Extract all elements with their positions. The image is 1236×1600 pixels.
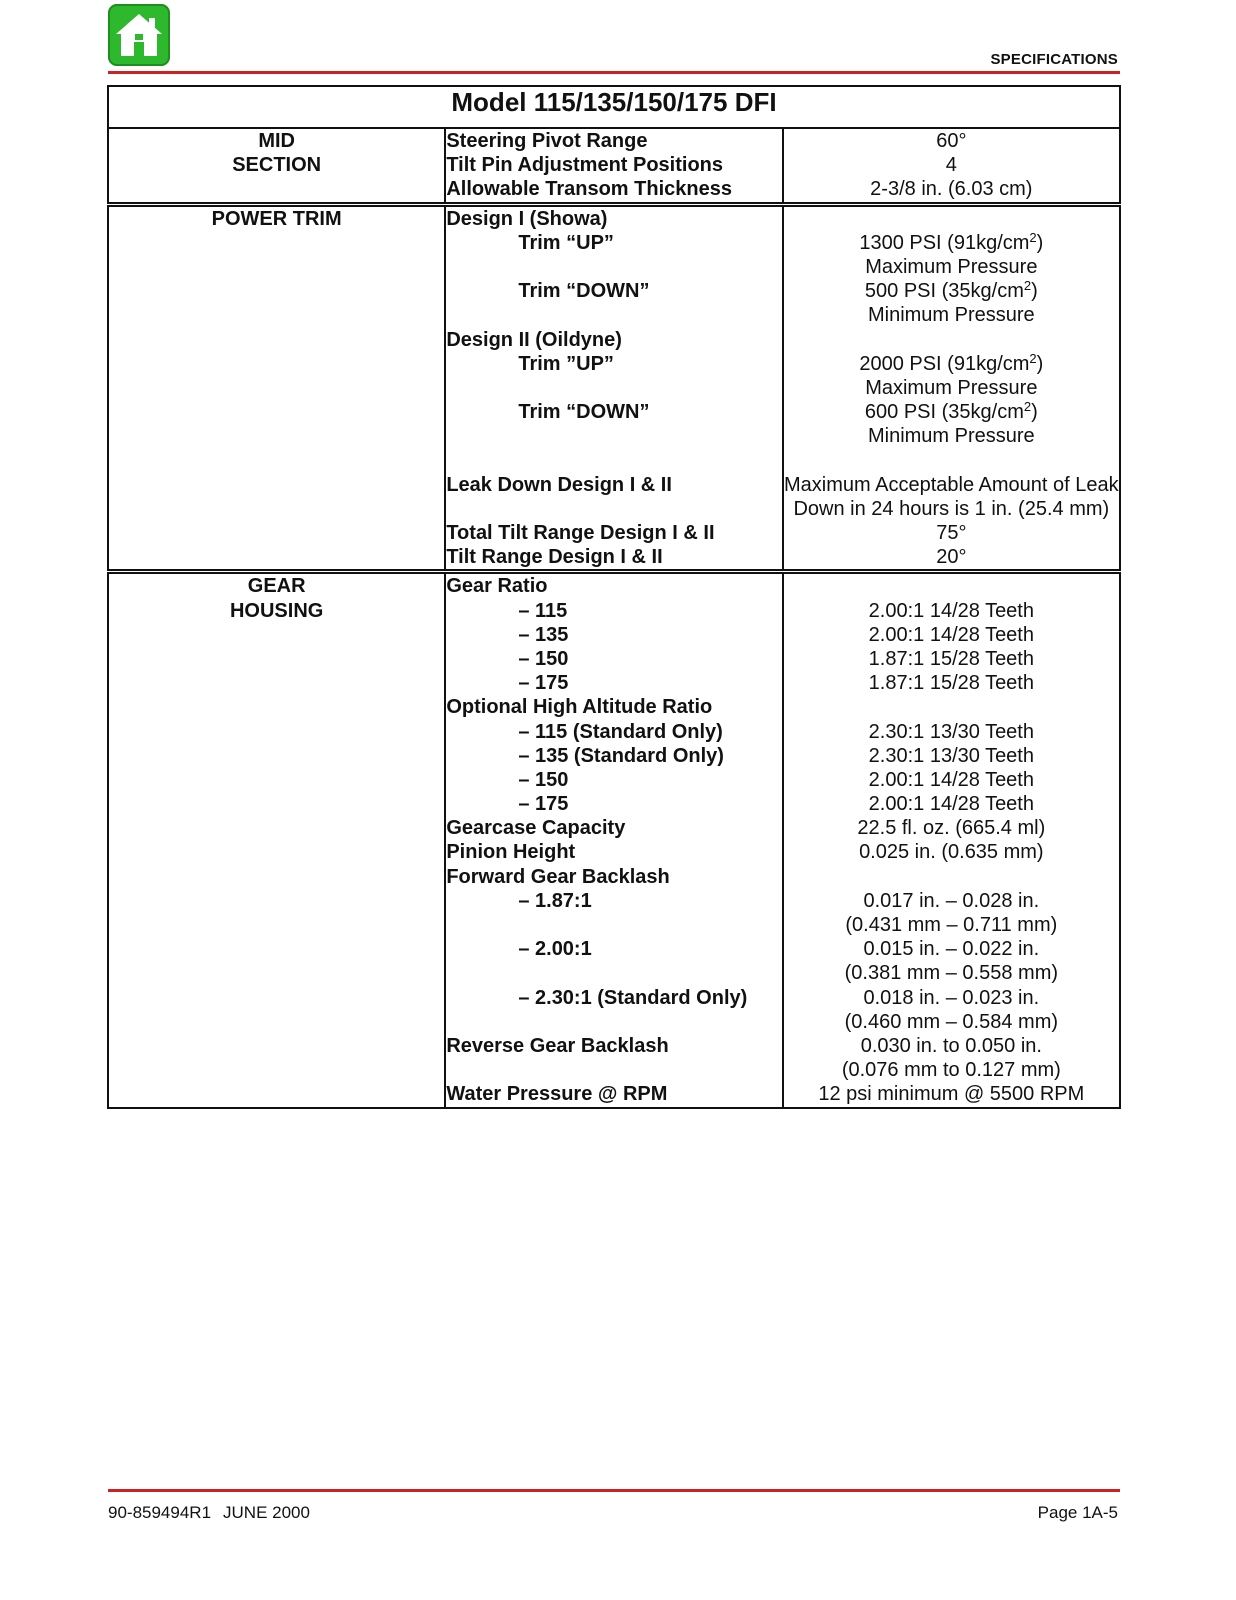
spec-value: 500 PSI $(35kg/cm^2)$ [864,278,1038,303]
category-label: SECTION [232,154,322,177]
spec-label: – 175 [518,672,569,695]
spec-label: Tilt Pin Adjustment Positions [446,154,724,177]
spec-value: 4 [945,154,957,177]
spec-value: 0.017 in. – 0.028 in. [863,889,1040,912]
spec-label: – 135 (Standard Only) [518,744,724,767]
spec-value: 0.015 in. – 0.022 in. [863,938,1040,961]
spec-label: – 2.30:1 (Standard Only) [518,986,748,1009]
spec-value: Maximum Pressure [865,255,1038,278]
spec-label: Forward Gear Backlash [446,865,670,888]
spec-value: 600 PSI $(35kg/cm^2)$ [864,399,1038,424]
spec-value: 2.00:1 14/28 Teeth [868,793,1034,816]
spec-value: (0.460 mm – 0.584 mm) [844,1010,1059,1033]
spec-label: Gear Ratio [446,575,548,598]
spec-value: 2.00:1 14/28 Teeth [868,768,1034,791]
spec-value: Maximum Pressure [865,376,1038,399]
spec-label: Trim “DOWN” [518,401,650,424]
spec-label: Total Tilt Range Design I & II [446,522,715,544]
doc-number: 90-859494R1 [108,1503,212,1522]
gear-items [445,572,782,1108]
category-label: GEAR [247,575,306,598]
spec-label: Optional High Altitude Ratio [446,696,713,719]
spec-value: (0.381 mm – 0.558 mm) [844,962,1059,985]
spec-value: 0.018 in. – 0.023 in. [863,986,1040,1009]
table-row [108,204,1120,572]
mid-section-cell [108,128,445,204]
spec-value: 2.30:1 13/30 Teeth [868,720,1034,743]
page-number: Page 1A-5 [1037,1503,1118,1522]
spec-value: Down in 24 hours is 1 in. (25.4 mm) [793,497,1110,520]
spec-value: (0.076 mm to 0.127 mm) [841,1059,1061,1082]
spec-value: Minimum Pressure [867,304,1035,327]
power-trim-cell [108,204,445,572]
spec-value: 2-3/8 in. (6.03 cm) [870,178,1033,201]
spec-label: – 115 [518,599,568,622]
trim-items [445,204,782,572]
spec-value: 22.5 fl. oz. (665.4 ml) [857,817,1046,840]
spec-label: Trim ”UP” [518,352,614,375]
spec-value: Minimum Pressure [867,425,1035,448]
spec-value: 1300 PSI $(91kg/cm^2)$ [859,229,1044,254]
spec-value: 2.00:1 14/28 Teeth [868,623,1034,646]
category-label: POWER TRIM [211,207,342,230]
spec-label: Design I (Showa) [446,207,608,230]
spec-label: Trim “UP” [518,231,614,254]
spec-value: (0.431 mm – 0.711 mm) [845,914,1058,936]
category-label: HOUSING [229,599,324,622]
spec-value: Maximum Acceptable Amount of Leak [784,473,1119,496]
spec-value: 2.30:1 13/30 Teeth [868,744,1034,767]
spec-value: 20° [936,546,967,569]
gear-values [783,572,1120,1108]
spec-label: – 2.00:1 [518,938,592,961]
spec-label: Reverse Gear Backlash [446,1034,669,1057]
footer-doc-info [108,1503,310,1523]
spec-label: Gearcase Capacity [446,817,626,840]
spec-label: – 115 (Standard Only) [518,720,723,743]
spec-value: 1.87:1 15/28 Teeth [868,647,1034,670]
spec-label: Trim “DOWN” [518,280,650,303]
doc-date: JUNE 2000 [223,1503,310,1522]
spec-value: 0.025 in. (0.635 mm) [859,841,1044,864]
table-row [108,128,1120,204]
spec-value: 12 psi minimum @ 5500 RPM [818,1083,1085,1106]
footer-rule [108,1489,1120,1492]
gear-housing-cell [108,572,445,1108]
spec-label: – 135 [518,623,569,646]
spec-label: Design II (Oildyne) [446,328,622,351]
spec-label: Leak Down Design I & II [446,473,672,496]
spec-label: – 150 [518,768,569,791]
spec-value: 75° [936,522,967,544]
spec-label: – 1.87:1 [518,889,592,912]
spec-value: 1.87:1 15/28 Teeth [868,672,1034,695]
table-title: Model 115/135/150/175 DFI [108,86,1120,128]
mid-values [783,128,1120,204]
spec-value: 0.030 in. to 0.050 in. [860,1034,1042,1057]
header-rule [108,71,1120,74]
spec-table [107,85,1121,1109]
spec-label: Water Pressure @ RPM [446,1083,668,1106]
spec-value: 2.00:1 14/28 Teeth [868,599,1034,622]
spec-value: 60° [936,130,967,152]
spec-label: – 175 [518,793,569,816]
home-icon [112,8,166,62]
category-label: MID [258,130,295,152]
spec-label: Allowable Transom Thickness [446,178,732,201]
trim-values [783,204,1120,572]
mid-items [445,128,782,204]
spec-label: Tilt Range Design I & II [446,546,663,569]
table-row [108,572,1120,1108]
home-button[interactable] [108,4,170,66]
spec-label: – 150 [518,647,569,670]
section-title: SPECIFICATIONS [990,51,1118,68]
spec-value: 2000 PSI $(91kg/cm^2)$ [859,350,1044,375]
spec-label: Pinion Height [446,841,576,864]
spec-label: Steering Pivot Range [446,130,648,152]
